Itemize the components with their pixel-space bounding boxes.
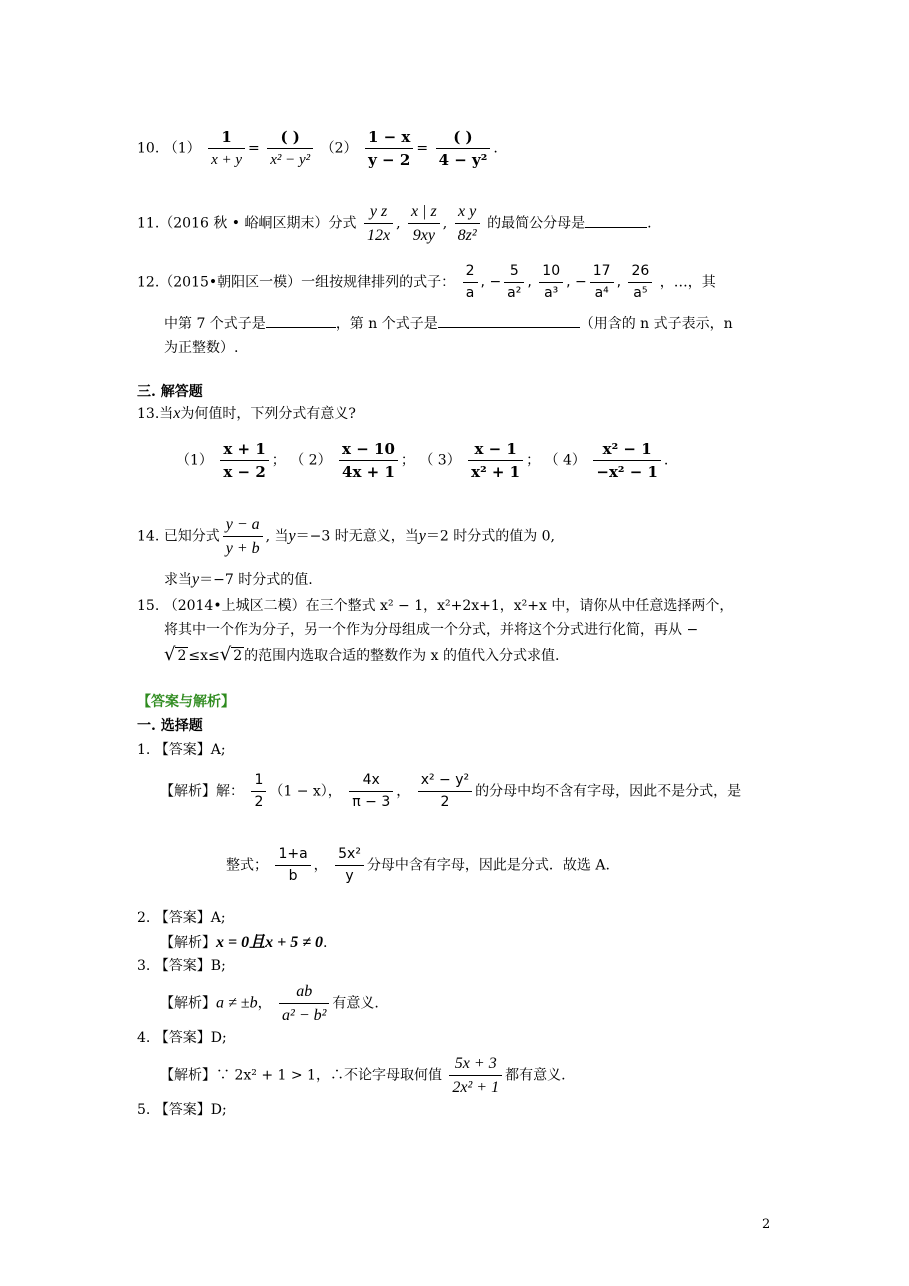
q12-term-3: $\frac{10}{\text{a³}}$ , [536, 274, 575, 290]
answer-3-explanation: 【解析】a ≠ ±b， $\frac{ab}{\text{a² − b²}}$ 有意义. [160, 983, 379, 1025]
page-number: 2 [762, 1217, 771, 1232]
q15-line-2: 将其中一个作为分子，另一个作为分母组成一个分式，并将这个分式进行化简，再从 − [164, 622, 699, 638]
answer-4-explanation: 【解析】∵ 2x² + 1 > 1，∴不论字母取何值 $\frac{5x + 3}{\text{2x² + 1}}$ 都有意义. [160, 1055, 566, 1097]
answer-5: 5. 【答案】D; [137, 1102, 227, 1118]
q14-line-1: 14. 已知分式 $\frac{y - a}{y + b}$ , 当y＝−3 时无意义，当y＝2 时分式的值为 0, [137, 516, 556, 558]
q11-end: . [647, 215, 652, 232]
a1-fraction-4: $\frac{1+a}{b}$ [275, 846, 310, 885]
q12-prefix: 12.（2015•朝阳区一模）一组按规律排列的式子： [137, 274, 456, 291]
answers-section-1: 一. 选择题 [137, 718, 203, 734]
sqrt-2-a: √ 2 [164, 644, 187, 665]
q10-fraction-4: $\frac{( )}{\text{4 − y²}}$ [436, 128, 491, 169]
q14-line-2: 求当y＝−7 时分式的值. [164, 571, 313, 588]
answer-1-explanation-line-1: 【解析】解： $\frac{1}{2}$ （1 − x）， $\frac{4x}{\pi - 3}$ ， $\frac{\text{x² − y²}}{2}$ 的分母中均不含有字母，因此不是分式，是 [160, 772, 742, 810]
q12-blank-nth[interactable] [438, 315, 580, 328]
q11-prefix: 11.（2016 秋 • 峪峒区期末）分式 [137, 215, 357, 232]
q12-blank-7th[interactable] [266, 315, 336, 328]
answer-3: 3. 【答案】B; [137, 958, 226, 974]
q10-fraction-3: $\frac{1 - x}{y - 2}$ [365, 128, 413, 169]
q12-term-1: $\frac{2}{a}$ , [460, 274, 490, 290]
section-3-title: 三. 解答题 [137, 384, 203, 400]
a3-fraction: $\frac{ab}{\text{a² − b²}}$ [279, 982, 329, 1025]
q13-fraction-2: $\frac{x - 10}{4x + 1}$ [339, 440, 398, 481]
q13-stem: 13.当x为何值时，下列分式有意义? [137, 405, 356, 422]
q13-items: （1） $\frac{x + 1}{x - 2}$ ； （ 2） $\frac{x - 10}{4x + 1}$ ； （ 3） $\frac{x - 1}{\text{x² + 1}}$ ； （ 4） $\frac{\text{x² − 1}}{\text{−x² − 1}}$ . [176, 440, 669, 481]
answer-2: 2. 【答案】A; [137, 910, 226, 926]
q11-suffix: 的最简公分母是 [487, 215, 586, 232]
q13-fraction-4: $\frac{\text{x² − 1}}{\text{−x² − 1}}$ [593, 440, 661, 481]
q10-end: . [493, 140, 498, 157]
a4-fraction: $\frac{5x + 3}{\text{2x² + 1}}$ [449, 1054, 502, 1097]
q12-line-3: 为正整数）. [164, 340, 239, 356]
q12-term-5: $\frac{26}{\text{a⁵}}$ [625, 274, 659, 290]
q10-fraction-2: $\frac{( )}{\text{x² − y²}}$ [267, 128, 313, 169]
q11-fraction-3: $\frac{\text{x y}}{\text{8z²}}$ [455, 202, 480, 245]
a1-fraction-3: $\frac{\text{x² − y²}}{2}$ [418, 772, 472, 811]
a1-fraction-5: $\frac{\text{5x²}}{y}$ [335, 846, 364, 885]
a1-fraction-1: $\frac{1}{2}$ [251, 772, 266, 811]
q12-tail: ，…，其 [659, 274, 716, 291]
q11: 11.（2016 秋 • 峪峒区期末）分式 $\frac{\text{y z}}{12x}$ , $\frac{x | z}{9xy}$ , $\frac{\text{x y}}{\text{8z²}}$ 的最简公分母是 . [137, 203, 652, 245]
q12-term-4: − $\frac{17}{\text{a⁴}}$ , [575, 263, 626, 301]
answer-1: 1. 【答案】A; [137, 742, 226, 758]
q14-fraction: $\frac{y - a}{y + b}$ [223, 515, 263, 558]
q15-line-3: √ 2 ≤x≤√ 2 的范围内选取合适的整数作为 x 的值代入分式求值. [164, 644, 560, 665]
answer-4: 4. 【答案】D; [137, 1030, 227, 1046]
q10-part1-label: （1） [163, 140, 201, 157]
q11-fraction-2: $\frac{x | z}{9xy}$ [408, 202, 440, 245]
answer-2-explanation: 【解析】x = 0且x + 5 ≠ 0. [160, 934, 328, 951]
q10-fraction-1: $\frac{1}{x + y}$ [208, 128, 245, 169]
q13-fraction-1: $\frac{x + 1}{x - 2}$ [220, 440, 268, 481]
answer-1-explanation-line-2: 整式； $\frac{1+a}{b}$ ， $\frac{\text{5x²}}{y}$ 分母中含有字母，因此是分式．故选 A. [226, 846, 610, 884]
answers-header: 【答案与解析】 [137, 694, 235, 710]
q11-answer-blank[interactable] [585, 215, 647, 228]
q12-line-2: 中第 7 个式子是 ，第 n 个式子是 （用含的 n 式子表示，n [164, 316, 733, 332]
q15-line-1: 15. （2014•上城区二模）在三个整式 x² − 1，x²+2x+1，x²+x 中，请你从中任意选择两个， [137, 598, 734, 614]
q10: 10. （1） $\frac{1}{x + y}$ = $\frac{( )}{\text{x² − y²}}$ （2） $\frac{1 - x}{y - 2}$ = $\frac{( )}{\text{4 − y²}}$ . [137, 128, 498, 169]
q13-fraction-3: $\frac{x - 1}{\text{x² + 1}}$ [468, 440, 523, 481]
q10-part2-label: （2） [320, 140, 358, 157]
q11-fraction-1: $\frac{\text{y z}}{12x}$ [364, 202, 393, 245]
sqrt-2-b: √ 2 [219, 644, 243, 665]
q12-term-2: − $\frac{5}{\text{a²}}$ , [489, 263, 537, 301]
q10-number: 10. [137, 140, 160, 157]
a1-fraction-2: $\frac{4x}{\pi - 3}$ [349, 772, 393, 811]
q12-line-1 [137, 263, 716, 302]
